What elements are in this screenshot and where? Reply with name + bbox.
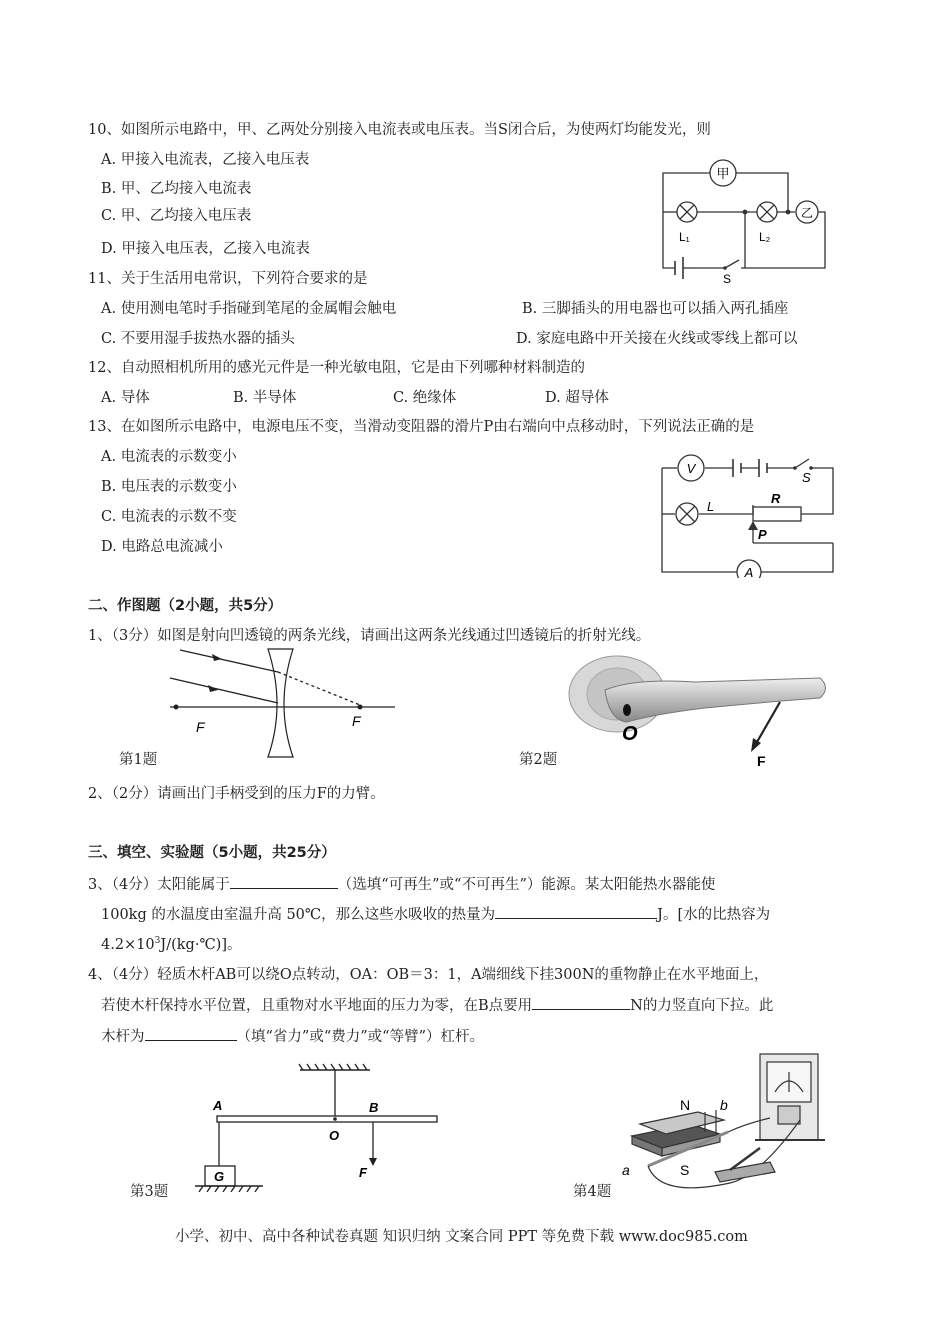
fig-label-r: R (771, 491, 781, 506)
fig3-caption: 第3题 (130, 1184, 169, 1200)
fig-label-o: O (329, 1128, 340, 1143)
q11-option-b: B. 三脚插头的用电器也可以插入两孔插座 (522, 301, 789, 317)
q4-line1: 4、（4分）轻质木杆AB可以绕O点转动，OA：OB＝3：1，A端细线下挂300N的重物静止在水平地面上， (88, 967, 769, 983)
concave-lens-diagram (160, 645, 400, 763)
q13-option-c: C. 电流表的示数不变 (101, 509, 237, 525)
fig-label-n: N (680, 1097, 691, 1113)
q12-option-a: A. 导体 (101, 390, 150, 406)
q10-stem: 10、如图所示电路中，甲、乙两处分别接入电流表或电压表。当S闭合后，为使两灯均能发光，则 (88, 122, 711, 138)
q4-blank-1[interactable] (532, 995, 630, 1010)
q4-line3 (101, 1025, 484, 1046)
q10-option-a: A. 甲接入电流表，乙接入电压表 (101, 152, 310, 168)
q4-line2-part2: N的力竖直向下拉。此 (630, 998, 774, 1014)
q10-option-b: B. 甲、乙均接入电流表 (101, 181, 252, 197)
section2-q1: 1、（3分）如图是射向凹透镜的两条光线，请画出这两条光线通过凹透镜后的折射光线。 (88, 628, 651, 644)
fig-label-p: P (758, 527, 767, 542)
q10-circuit-diagram (655, 155, 835, 285)
q13-option-a: A. 电流表的示数变小 (101, 449, 237, 465)
door-handle-diagram (565, 650, 835, 768)
q3-line1 (88, 873, 715, 894)
q3-blank-2[interactable] (495, 904, 657, 919)
q4-line3-part2: （填“省力”或“费力”或“等臂”）杠杆。 (236, 1029, 484, 1045)
q11-option-d: D. 家庭电路中开关接在火线或零线上都可以 (516, 331, 798, 347)
lever-diagram (195, 1062, 445, 1192)
fig4-caption: 第4题 (573, 1184, 612, 1200)
fig-label-yi: 乙 (800, 206, 814, 220)
section2-title: 二、作图题（2小题，共5分） (88, 598, 283, 614)
q3-line3-part2: J/(kg·℃)]。 (160, 937, 242, 953)
fig-label-a: a (622, 1162, 630, 1178)
q3-line2-part2: J。[水的比热容为 (657, 907, 771, 923)
fig-label-l1: L₁ (679, 230, 690, 244)
section2-q2: 2、（2分）请画出门手柄受到的压力F的力臂。 (88, 786, 385, 802)
fig-label-f-right: F (352, 713, 361, 729)
q13-option-d: D. 电路总电流减小 (101, 539, 223, 555)
fig-label-a: A (744, 565, 754, 578)
q3-line3 (101, 933, 241, 954)
fig-label-g: G (214, 1169, 225, 1184)
q4-blank-2[interactable] (145, 1026, 237, 1041)
fig2-caption: 第2题 (519, 752, 558, 768)
q11-stem: 11、关于生活用电常识，下列符合要求的是 (88, 271, 368, 287)
fig-label-jia: 甲 (716, 166, 730, 181)
section3-title: 三、填空、实验题（5小题，共25分） (88, 845, 336, 861)
q13-option-b: B. 电压表的示数变小 (101, 479, 237, 495)
q12-option-b: B. 半导体 (233, 390, 297, 406)
fig-label-b: b (720, 1097, 728, 1113)
q11-option-c: C. 不要用湿手拔热水器的插头 (101, 331, 295, 347)
q12-option-c: C. 绝缘体 (393, 390, 457, 406)
q4-line3-part1: 木杆为 (101, 1029, 145, 1045)
fig-label-s: S (723, 272, 732, 285)
fig1-caption: 第1题 (119, 752, 158, 768)
q12-stem: 12、自动照相机所用的感光元件是一种光敏电阻，它是由下列哪种材料制造的 (88, 360, 585, 376)
fig-label-s: S (802, 470, 811, 485)
fig-label-b: B (369, 1100, 379, 1115)
q3-line2-part1: 100kg 的水温度由室温升高 50℃，那么这些水吸收的热量为 (101, 907, 496, 923)
q13-circuit-diagram (655, 450, 840, 578)
fig-label-a: A (213, 1098, 223, 1113)
fig-label-v: V (686, 461, 696, 476)
electromagnetic-induction-diagram (620, 1048, 835, 1198)
fig-label-f-left: F (196, 719, 205, 735)
footer-watermark: 小学、初中、高中各种试卷真题 知识归纳 文案合同 PPT 等免费下载 www.doc985.com (175, 1229, 748, 1245)
q12-option-d: D. 超导体 (545, 390, 609, 406)
q11-option-a: A. 使用测电笔时手指碰到笔尾的金属帽会触电 (101, 301, 397, 317)
q10-option-c: C. 甲、乙均接入电压表 (101, 208, 252, 224)
fig-label-o: O (622, 723, 638, 745)
fig-label-f: F (757, 753, 766, 768)
fig-label-l: L (707, 499, 715, 514)
q4-line2-part1: 若使木杆保持水平位置，且重物对水平地面的压力为零，在B点要用 (101, 998, 533, 1014)
q3-blank-1[interactable] (230, 874, 338, 889)
fig-label-f: F (359, 1165, 367, 1180)
q3-line1-part1: 3、（4分）太阳能属于 (88, 877, 230, 893)
fig-label-s: S (680, 1162, 690, 1178)
q4-line2 (101, 994, 773, 1015)
q3-line1-part2: （选填“可再生”或“不可再生”）能源。某太阳能热水器能使 (337, 877, 716, 893)
q3-line2 (101, 903, 770, 924)
q13-stem: 13、在如图所示电路中，电源电压不变，当滑动变阻器的滑片P由右端向中点移动时，下列说法正确的是 (88, 419, 755, 435)
q10-option-d: D. 甲接入电压表，乙接入电流表 (101, 241, 310, 257)
q3-line3-part1: 4.2×10 (101, 937, 155, 953)
q3-line3-sup: 3 (154, 936, 161, 947)
fig-label-l2: L₂ (759, 230, 771, 244)
